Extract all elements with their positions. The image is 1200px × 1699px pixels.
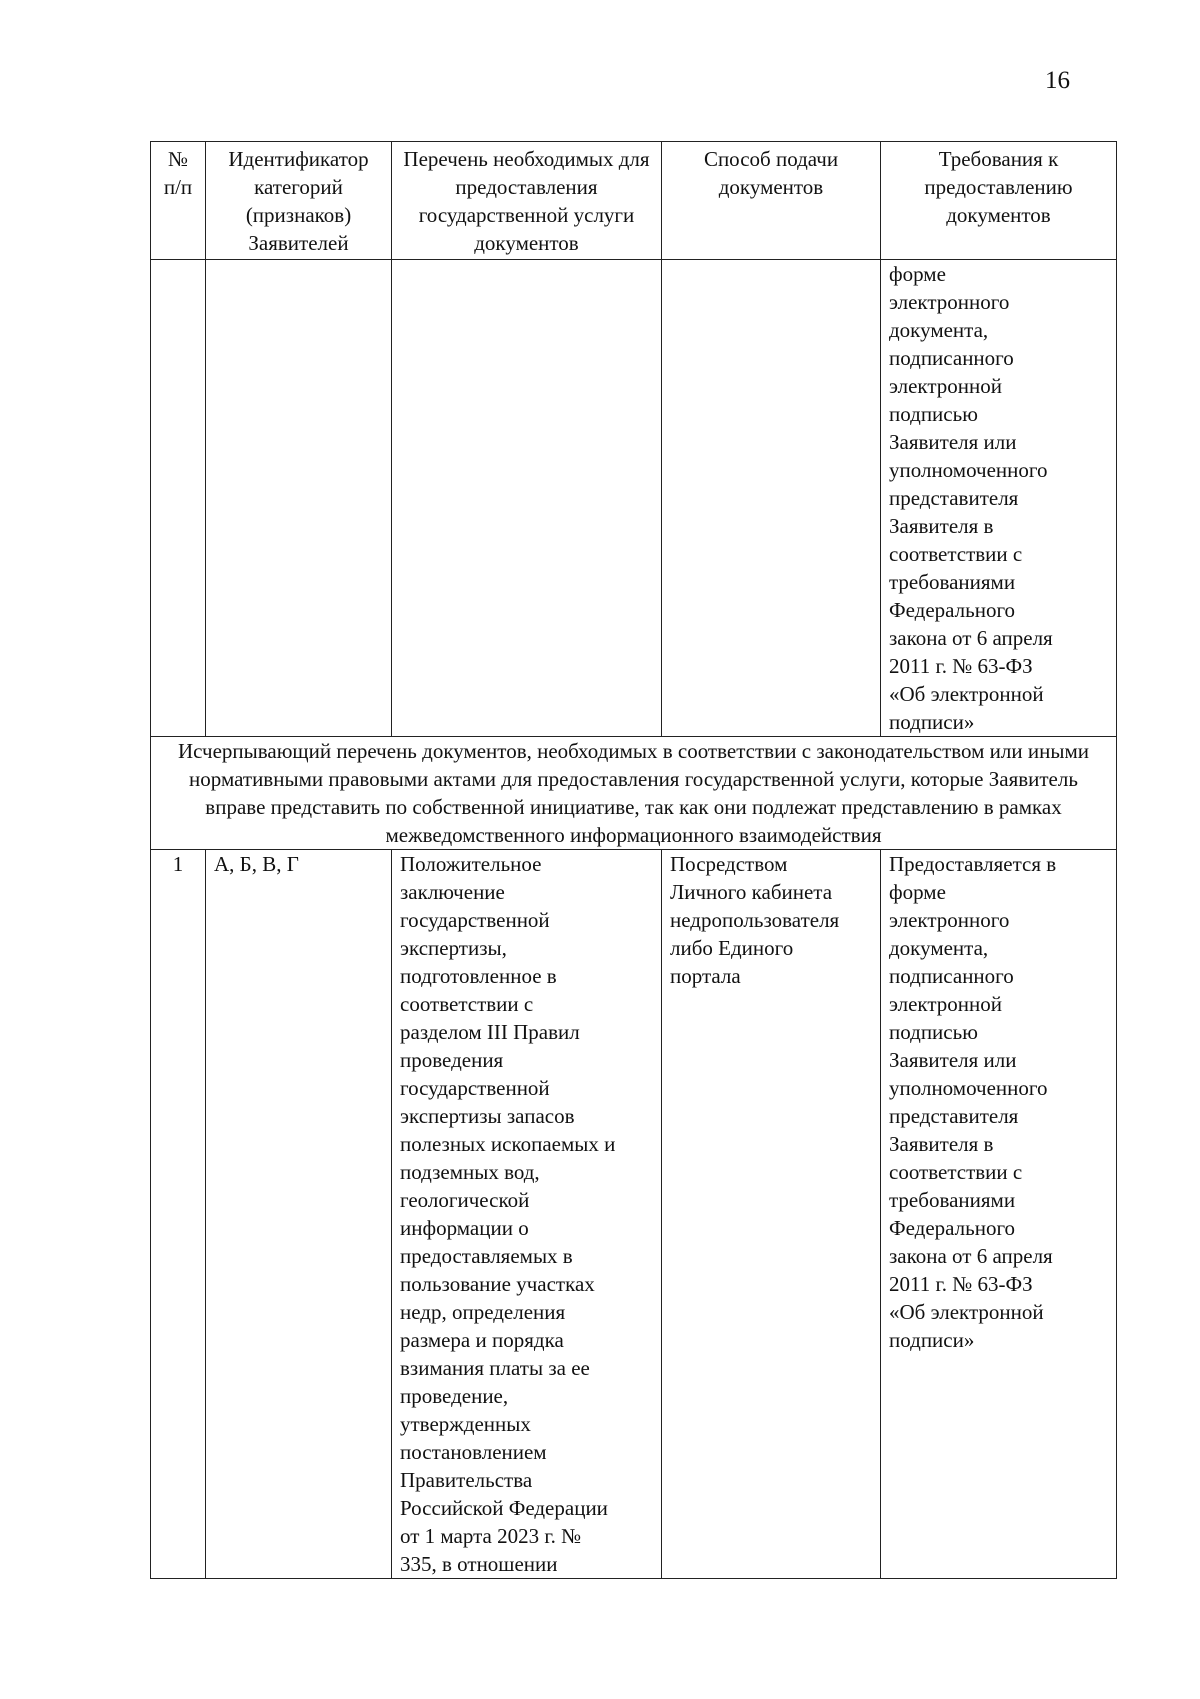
row-categories: А, Б, В, Г [206, 850, 392, 1579]
continuation-categories-cell [206, 260, 392, 737]
header-method: Способ подачи документов [662, 142, 881, 260]
header-number: № п/п [151, 142, 206, 260]
header-documents: Перечень необходимых для предоставления государственной услуги документов [392, 142, 662, 260]
continuation-requirements-cell: форме электронного документа, подписанного электронной подписью Заявителя или уполномоченного представителя Заявителя в соответствии с требованиями Федерального закона от 6 апреля 2011 г. № 63-ФЗ «Об электронной подписи» [881, 260, 1117, 737]
page-number: 16 [1045, 67, 1070, 94]
header-categories: Идентификатор категорий (признаков) Заявителей [206, 142, 392, 260]
section-title: Исчерпывающий перечень документов, необходимых в соответствии с законодательством или иными нормативными правовыми актами для предоставления государственной услуги, которые Заявитель вправе представить по собственной инициативе, так как они подлежат представлению в рамках межведомственного информационного взаимодействия [151, 737, 1117, 850]
row-document: Положительное заключение государственной экспертизы, подготовленное в соответствии с разделом III Правил проведения государственной экспертизы запасов полезных ископаемых и подземных вод, геологической информации о предоставляемых в пользование участках недр, определения размера и порядка взимания платы за ее проведение, утвержденных постановлением Правительства Российской Федерации от 1 марта 2023 г. № 335, в отношении [392, 850, 662, 1579]
row-method: Посредством Личного кабинета недропользователя либо Единого портала [662, 850, 881, 1579]
row-number: 1 [151, 850, 206, 1579]
continuation-method-cell [662, 260, 881, 737]
documents-table [150, 141, 1117, 1579]
continuation-document-cell [392, 260, 662, 737]
continuation-number-cell [151, 260, 206, 737]
section-title-row [151, 737, 1117, 850]
header-requirements: Требования к предоставлению документов [881, 142, 1117, 260]
table-header-row [151, 142, 1117, 260]
continuation-row [151, 260, 1117, 737]
row-requirements: Предоставляется в форме электронного документа, подписанного электронной подписью Заявителя или уполномоченного представителя Заявителя в соответствии с требованиями Федерального закона от 6 апреля 2011 г. № 63-ФЗ «Об электронной подписи» [881, 850, 1117, 1579]
table-row [151, 850, 1117, 1579]
